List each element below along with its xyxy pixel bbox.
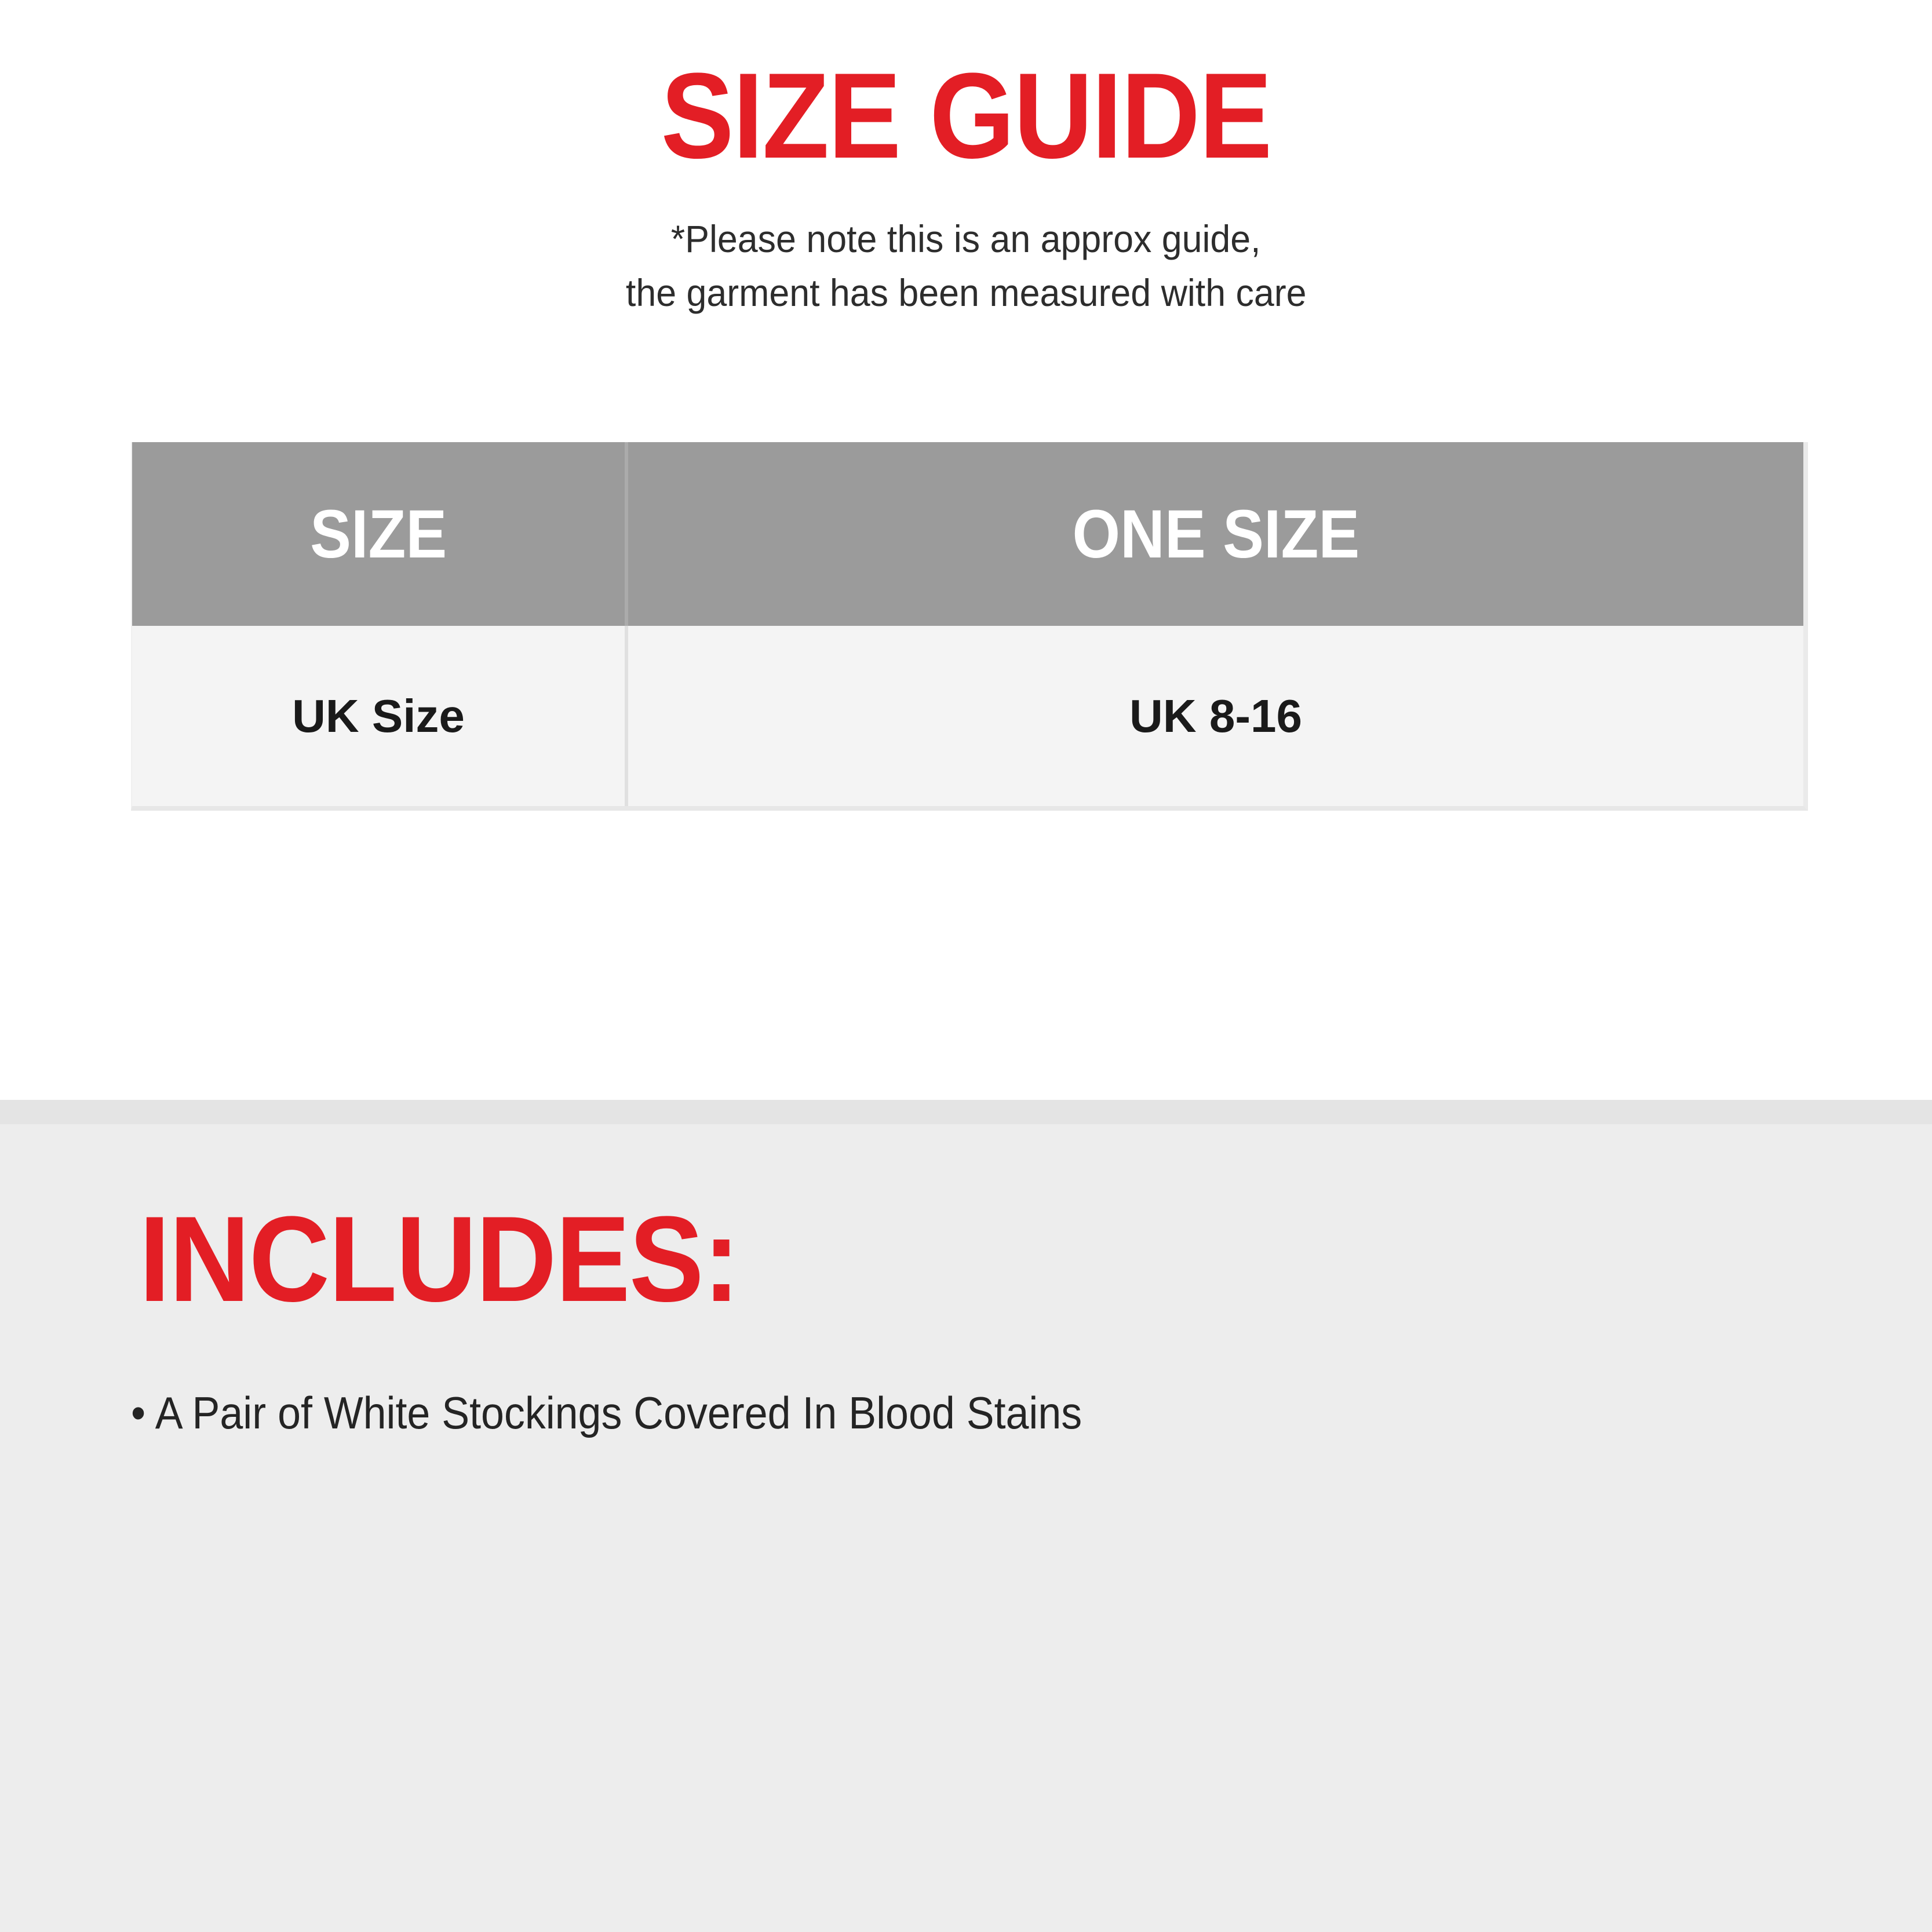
includes-section	[0, 1100, 1932, 1932]
note-line-2: the garment has been measured with care	[625, 271, 1307, 314]
page-title-text: SIZE GUIDE	[661, 48, 1271, 184]
size-table-row	[132, 626, 1803, 806]
includes-item-text: A Pair of White Stockings Covered In Blood Stains	[155, 1387, 1082, 1438]
size-guide-note	[0, 212, 1932, 320]
size-table-row-label: UK Size	[132, 626, 628, 806]
bullet-icon: •	[131, 1387, 146, 1438]
includes-list-item	[131, 1386, 1165, 1441]
size-table-header-row	[132, 442, 1803, 626]
page-title	[0, 48, 1932, 184]
size-table	[131, 442, 1808, 811]
size-table-header-size: SIZE	[132, 442, 628, 626]
size-table-row-value: UK 8-16	[1129, 690, 1302, 742]
note-line-1: *Please note this is an approx guide,	[671, 217, 1261, 260]
size-table-header-one-size: ONE SIZE	[1072, 495, 1359, 573]
includes-heading: INCLUDES:	[139, 1191, 739, 1327]
